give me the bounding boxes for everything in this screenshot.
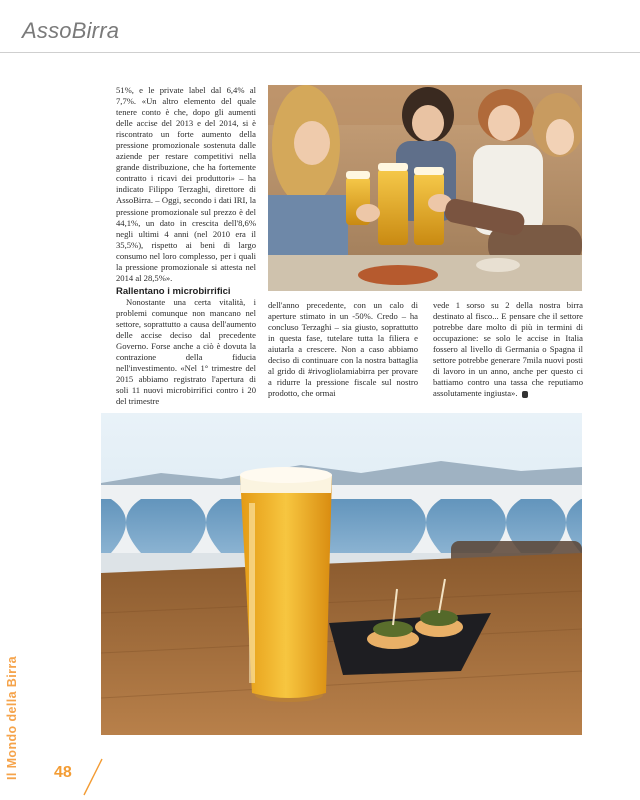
photo-friends-toasting [268,85,582,291]
article-column-2 [268,300,418,399]
magazine-section-title: AssoBirra [22,18,120,43]
article-subheading: Rallentano i microbirrifici [116,286,231,297]
magazine-side-label: Il Mondo della Birra [5,656,19,780]
photo-beer-and-tapas-illustration [101,413,582,735]
article-paragraph-text: vede 1 sorso su 2 della nostra birra destinato al fisco... E pensare che il settore potrebbe dare molto di più in termini di occupazione: se solo le accise in Italia fossero al livello di Germania o Spagna il settore potrebbe generare 7mila nuovi posti di lavoro in un anno, anche per questo ci battiamo contro una tassa che reputiamo assolutamente ingiusta». [433,300,583,399]
end-of-article-icon [522,391,528,398]
photo-friends-toasting-illustration [268,85,582,291]
article-column-1-bottom [116,286,256,408]
page-number: 48 [54,764,72,781]
photo-beer-and-tapas [101,413,582,735]
article-column-1-top [116,85,256,284]
article-paragraph: 51%, e le private label dal 6,4% al 7,7%. «Un altro elemento del quale tenere conto è che, dopo gli aumenti delle accise del 2013 e del 2014, si è riscontrato un forte aumento della pressione promozionale sostenuta dalle aziende per restare competitivi nella grande distribuzione, che ha fortemente contratto i ricavi dei produttori» – ha indicato Filippo Terzaghi, direttore di AssoBirra. – Oggi, secondo i dati IRI, la pressione promozionale sul prezzo è del 44,1%, un dato in crescita dell'8,6% negli ultimi 4 anni (nel 2010 era il 35,5%), rispetto ai beni di largo consumo nel loro complesso, per i quali la pressione promozionale si attesta nel 2014 al 28,5%». [116,85,256,283]
header-divider [0,52,640,53]
article-paragraph: Nonostante una certa vitalità, i problemi comunque non mancano nel settore, soprattutto a causa dell'aumento delle accise deciso dal precedente Governo. Forse anche a ciò è dovuta la contrazione della fiducia nell'investimento. «Nel 1° trimestre del 2015 abbiamo registrato l'apertura di soli 11 nuovi microbirrifici contro i 20 del trimestre [116,297,256,407]
page-number-slash-icon [82,757,104,797]
article-paragraph: dell'anno precedente, con un calo di aperture stimato in un -50%. Credo – ha concluso Terzaghi – sia giusto, soprattutto in questa fase, tutelare tutta la filiera e aiutarla a crescere. Non a caso abbiamo deciso di continuare con la nostra battaglia al grido di #rivogliolamiabirra per provare a ridurre la pressione fiscale sul nostro prodotto, che ormai [268,300,418,399]
article-paragraph [433,300,583,399]
article-column-3 [433,300,583,399]
